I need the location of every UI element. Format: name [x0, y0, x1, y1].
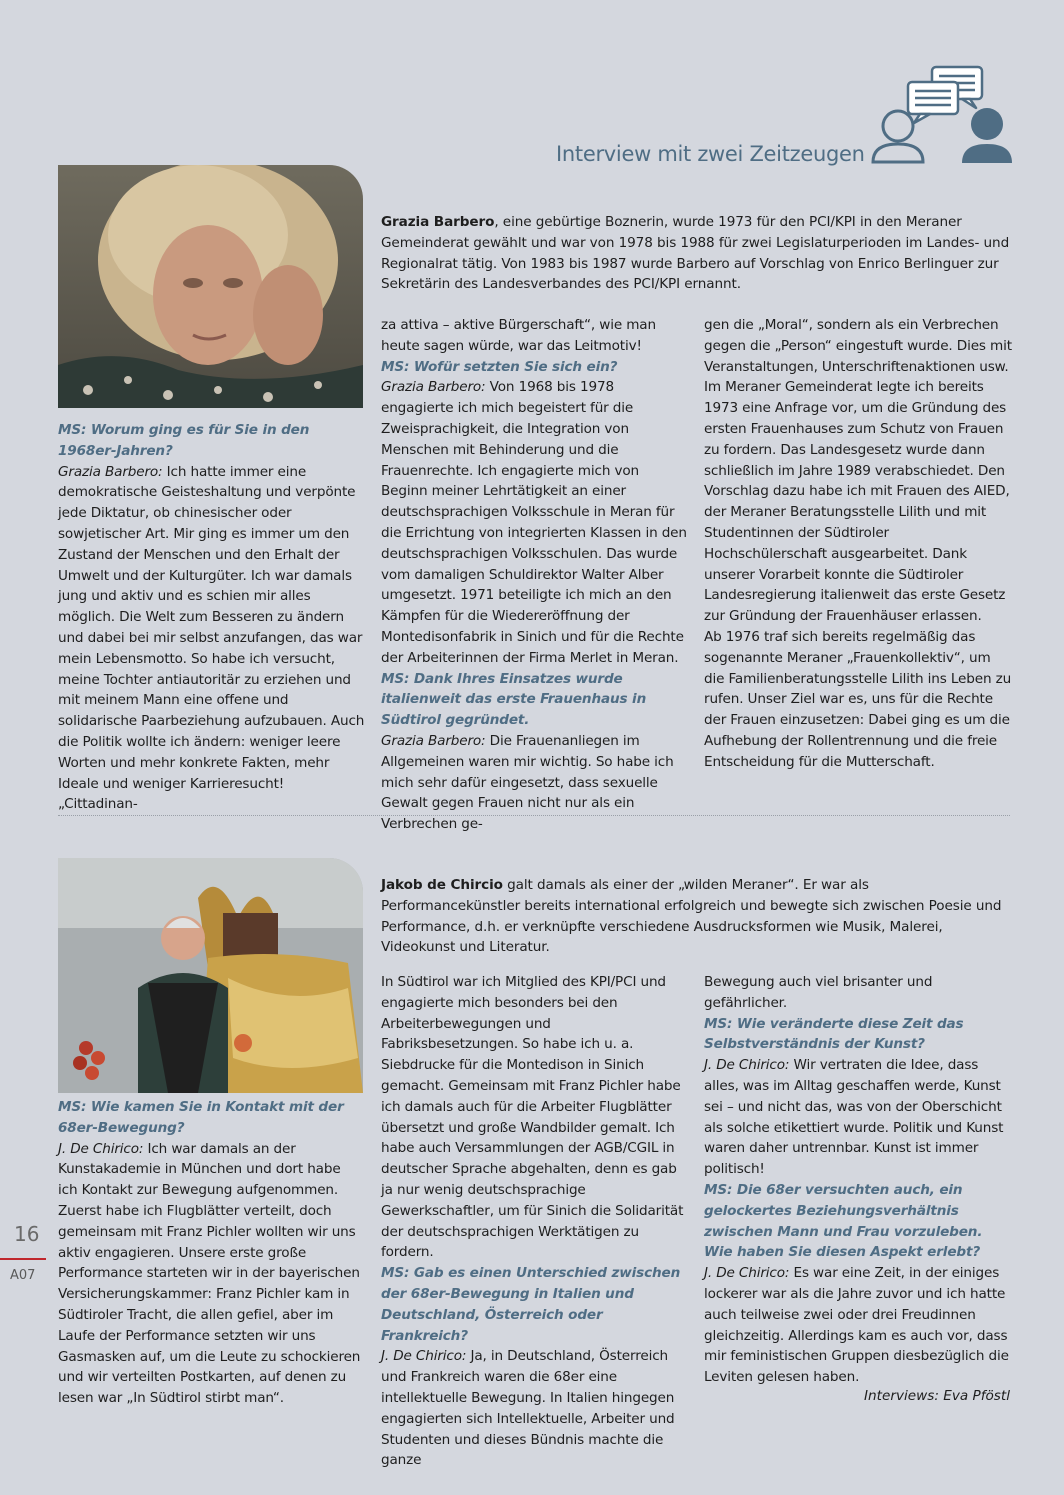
section-title: Interview mit zwei Zeitzeugen	[556, 142, 865, 166]
interview1-column-2: za attiva – aktive Bürgerschaft“, wie man heute sagen würde, war das Leitmotiv! MS: Wofür setzten Sie sich ein? Grazia Barbero: Von 1968 bis 1978 engagierte ich mich begeistert für die Zweisprachigkeit, die Integration von Menschen mit Behinderung und die Frauenrechte. Ich engagierte mich von Beginn meiner Lehrtätigkeit an einer deutschsprachigen Volksschule in Meran für die Errichtung von integrierten Klassen in den deutschsprachigen Volksschulen. Das wurde vom damaligen Schuldirektor Walter Alber umgesetzt. 1971 beteiligte ich mich an den Kämpfen für die Wiedereröffnung der Montedisonfabrik in Sinich und für die Rechte der Arbeiterinnen der Firma Merlet in Meran. MS: Dank Ihres Einsatzes wurde italienweit das erste Frauenhaus in Südtirol gegründet. Grazia Barbero: Die Frauenanliegen im Allgemeinen waren mir wichtig. So habe ich mich sehr dafür eingesetzt, dass sexuelle Gewalt gegen Frauen nicht nur als ein Verbrechen ge-	[381, 315, 689, 835]
interview2-column-3: Bewegung auch viel brisanter und gefährlicher. MS: Wie veränderte diese Zeit das Selbstverständnis der Kunst? J. De Chirico: Wir vertraten die Idee, dass alles, was im Alltag geschaffen werde, Kunst sei – und nicht das, was von der Oberschicht als solche etikettiert wurde. Politik und Kunst waren daher untrennbar. Kunst ist immer politisch! MS: Die 68er versuchten auch, ein gelockertes Beziehungsverhältnis zwischen Mann und Frau vorzuleben. Wie haben Sie diesen Aspekt erlebt? J. De Chirico: Es war eine Zeit, in der einiges lockerer war als die Jahre zuvor und ich hatte auch teilweise zwei oder drei Freudinnen gleichzeitig. Allerdings kam es auch vor, dass mir feministischen Gruppen diesbezüglich die Leviten gelesen haben.	[704, 972, 1012, 1388]
page-code: A07	[10, 1268, 36, 1283]
page-number: 16	[14, 1222, 40, 1246]
section-divider	[58, 815, 1010, 816]
answer: Grazia Barbero: Ich hatte immer eine demokratische Geisteshaltung und verpönte jede Diktatur, ob chinesischer oder sowjetischer Art. Mir ging es immer um den Zustand der Menschen und den Erhalt der Umwelt und der Kulturgüter. Ich war damals jung und aktiv und es schien mir alles möglich. Die Welt zum Besseren zu ändern und dabei bei mir selbst anzufangen, das war mein Lebensmotto. So habe ich versucht, meine Tochter antiautoritär zu erziehen und mit meinem Mann eine offene und solidarische Paarbeziehung aufzubauen. Auch die Politik wollte ich ändern: weniger leere Worten und mehr konkrete Fakten, mehr Ideale und weniger Karrieresucht! „Cittadinan-	[58, 463, 365, 813]
question: MS: Dank Ihres Einsatzes wurde italienweit das erste Frauenhaus in Südtirol gegründet.	[381, 670, 647, 729]
question: MS: Worum ging es für Sie in den 1968er-Jahren?	[58, 422, 310, 459]
question: MS: Die 68er versuchten auch, ein gelockertes Beziehungsverhältnis zwischen Mann und Frau vorzuleben. Wie haben Sie diesen Aspekt erlebt?	[704, 1181, 983, 1261]
question: MS: Wie kamen Sie in Kontakt mit der 68er-Bewegung?	[58, 1099, 344, 1136]
question: MS: Wie veränderte diese Zeit das Selbstverständnis der Kunst?	[704, 1015, 964, 1053]
interview1-column-3: gen die „Moral“, sondern als ein Verbrechen gegen die „Person“ eingestuft wurde. Dies mit Veranstaltungen, Unterschriftenaktionen usw. Im Meraner Gemeinderat legte ich bereits 1973 eine Anfrage vor, um die Gründung des ersten Frauenhauses zum Schutz von Frauen zu fordern. Das Landesgesetz wurde dann schließlich im Jahre 1989 verabschiedet. Den Vorschlag dazu habe ich mit Frauen des AIED, der Meraner Beratungsstelle Lilith und mit Studentinnen der Südtiroler Hochschülerschaft ausgearbeitet. Dank unserer Vorarbeit konnte die Südtiroler Landesregierung italienweit das erste Gesetz zur Gründung der Frauenhäuser erlassen. Ab 1976 traf sich bereits regelmäßig das sogenannte Meraner „Frauenkollektiv“, um die Familienberatungsstelle Lilith ins Leben zu rufen. Unser Ziel war es, uns für die Rechte der Frauen einzusetzen: Dabei ging es um die Aufhebung der Rollentrennung und die freie Entscheidung für die Mutterschaft.	[704, 317, 1012, 770]
interview-people-icon	[870, 64, 1015, 166]
page-marker-line	[0, 1258, 46, 1260]
question: MS: Gab es einen Unterschied zwischen der 68er-Bewegung in Italien und Deutschland, Österreich oder Frankreich?	[381, 1265, 681, 1344]
answer: Grazia Barbero: Die Frauenanliegen im Allgemeinen waren mir wichtig. So habe ich mich sehr dafür eingesetzt, dass sexuelle Gewalt gegen Frauen nicht nur als ein Verbrechen ge-	[381, 732, 674, 833]
interviewee-name: Jakob de Chircio	[381, 877, 503, 893]
interview2-column-1	[58, 1097, 363, 1409]
interview1-column-1	[58, 420, 366, 815]
answer: Grazia Barbero: Von 1968 bis 1978 engagierte ich mich begeistert für die Zweisprachigkeit, die Integration von Menschen mit Behinderung und die Frauenrechte. Ich engagierte mich von Beginn meiner Lehrtätigkeit an einer deutschsprachigen Volksschule in Meran für die Errichtung von integrierten Klassen in den deutschsprachigen Volksschulen. Das wurde vom damaligen Schuldirektor Walter Alber umgesetzt. 1971 beteiligte ich mich an den Kämpfen für die Wiedereröffnung der Montedisonfabrik in Sinich und für die Rechte der Arbeiterinnen der Firma Merlet in Meran.	[381, 379, 687, 666]
portrait-photo-jakob-de-chircio	[58, 858, 363, 1093]
intro-grazia-barbero: Grazia Barbero, eine gebürtige Boznerin, wurde 1973 für den PCI/KPI in den Meraner Gemeinderat gewählt und war von 1978 bis 1988 für zwei Legislaturperioden im Landes- und Regionalrat tätig. Von 1983 bis 1987 wurde Barbero auf Vorschlag von Enrico Berlinguer zur Sekretärin des Landesverbandes des PCI/KPI ernannt.	[381, 214, 1010, 293]
interview2-column-2: In Südtirol war ich Mitglied des KPI/PCI und engagierte mich besonders bei den Arbeiterbewegungen und Fabriksbesetzungen. So habe ich u. a. Siebdrucke für die Montedison in Sinich gemacht. Gemeinsam mit Franz Pichler habe ich damals auch für die Arbeiter Flugblätter übersetzt und große Wandbilder gemalt. Ich habe auch Versammlungen der AGB/CGIL in deutscher Sprache abgehalten, denn es gab ja nur wenig deutschsprachige Gewerkschaftler, um für Sinich die Solidarität der deutschsprachigen Werktätigen zu fordern. MS: Gab es einen Unterschied zwischen der 68er-Bewegung in Italien und Deutschland, Österreich oder Frankreich? J. De Chirico: Ja, in Deutschland, Österreich und Frankreich waren die 68er eine intellektuelle Bewegung. In Italien hingegen engagierten sich Intellektuelle, Arbeiter und Studenten und dieses Bündnis machte die ganze	[381, 972, 689, 1471]
interviewee-name: Grazia Barbero	[381, 214, 495, 230]
intro-jakob-de-chircio: Jakob de Chircio galt damals als einer der „wilden Meraner“. Er war als Performancekünstler bereits international erfolgreich und bewegte sich zwischen Poesie und Performance, d.h. er verknüpfte verschiedene Ausdrucksformen wie Musik, Malerei, Videokunst und Literatur.	[381, 877, 1002, 956]
portrait-photo-grazia-barbero	[58, 165, 363, 408]
answer: J. De Chirico: Ja, in Deutschland, Österreich und Frankreich waren die 68er eine intellektuelle Bewegung. In Italien hingegen engagierten sich Intellektuelle, Arbeiter und Studenten und dieses Bündnis machte die ganze	[381, 1348, 675, 1469]
answer: J. De Chirico: Wir vertraten die Idee, dass alles, was im Alltag geschaffen werde, Kunst sei – und nicht das, was von der Oberschicht als solche etikettiert wurde. Politik und Kunst waren daher untrennbar. Kunst ist immer politisch!	[704, 1057, 1004, 1178]
answer: J. De Chirico: Ich war damals an der Kunstakademie in München und dort habe ich Kontakt zur Bewegung aufgenommen. Zuerst habe ich Flugblätter verteilt, doch gemeinsam mit Franz Pichler wollten wir uns aktiv engagieren. Unsere erste große Performance starteten wir in der bayerischen Versicherungskammer: Franz Pichler kam in Südtiroler Tracht, die allen gefiel, aber im Laufe der Performance setzten wir uns Gasmasken auf, um die Leute zu schockieren und wir verteilten Postkarten, auf denen zu lesen war „In Südtirol stirbt man“.	[58, 1140, 361, 1407]
question: MS: Wofür setzten Sie sich ein?	[381, 358, 618, 375]
interview-credit: Interviews: Eva Pföstl	[864, 1388, 1010, 1404]
answer: J. De Chirico: Es war eine Zeit, in der einiges lockerer war als die Jahre zuvor und ich hatte auch teilweise zwei oder drei Freudinnen gleichzeitig. Allerdings kam es auch vor, dass mir feministischen Gruppen diesbezüglich die Leviten gelesen haben.	[704, 1265, 1009, 1386]
